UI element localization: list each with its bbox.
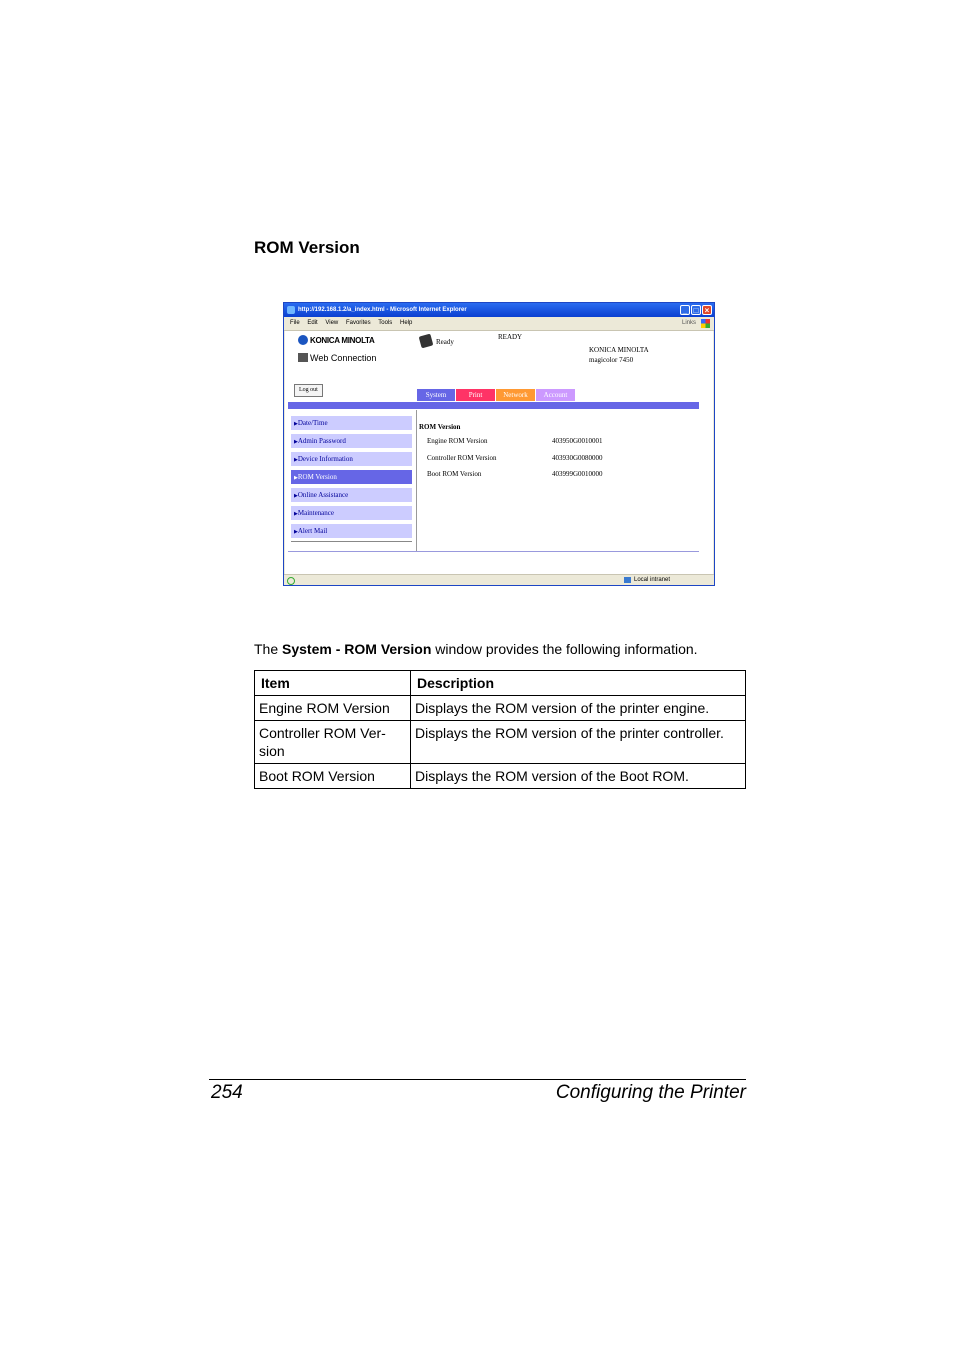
table-header-item: Item	[255, 671, 411, 696]
chapter-title: Configuring the Printer	[555, 1082, 746, 1103]
footer-rule	[209, 1079, 746, 1080]
intranet-zone-icon	[624, 577, 631, 583]
rom-value-controller: 403930G0080000	[552, 454, 603, 462]
table-cell-item: Boot ROM Version	[255, 764, 411, 789]
table-cell-description: Displays the ROM version of the printer controller.	[411, 721, 746, 764]
globe-icon	[298, 335, 308, 345]
rom-label-controller: Controller ROM Version	[427, 454, 497, 462]
menu-view[interactable]: View	[325, 320, 339, 326]
sidebar-item-maintenance[interactable]: ▶Maintenance	[291, 506, 412, 520]
table-row	[255, 764, 746, 789]
menu-favorites[interactable]: Favorites	[345, 320, 371, 326]
tab-account[interactable]: Account	[536, 389, 575, 401]
links-button[interactable]: Links	[681, 320, 696, 326]
close-icon[interactable]: ×	[702, 305, 712, 315]
internet-explorer-icon	[287, 306, 295, 314]
logout-button[interactable]: Log out	[294, 384, 323, 397]
table-cell-description: Displays the ROM version of the Boot ROM.	[411, 764, 746, 789]
sidebar-item-date-time[interactable]: ▶Date/Time	[291, 416, 412, 430]
table-row	[255, 696, 746, 721]
browser-screenshot	[283, 302, 715, 586]
table-row	[255, 721, 746, 764]
panel-divider	[416, 410, 417, 551]
pagescope-logo: Web Connection	[298, 353, 376, 363]
table-cell-item: Engine ROM Version	[255, 696, 411, 721]
menu-file[interactable]: File	[290, 320, 300, 326]
rom-label-engine: Engine ROM Version	[427, 437, 488, 445]
tab-system[interactable]: System	[417, 389, 455, 401]
printer-state: READY	[498, 333, 523, 341]
sidebar-bottom-rule	[291, 541, 412, 542]
table-cell-description: Displays the ROM version of the printer engine.	[411, 696, 746, 721]
browser-titlebar	[284, 303, 714, 317]
tab-network[interactable]: Network	[496, 389, 535, 401]
panel-title: ROM Version	[419, 423, 461, 431]
page-done-icon	[287, 577, 295, 585]
table-cell-item: Controller ROM Ver- sion	[255, 721, 411, 764]
web-page	[285, 331, 713, 574]
maximize-icon[interactable]: □	[691, 305, 701, 315]
table-header-row	[255, 671, 746, 696]
section-heading: ROM Version	[254, 238, 360, 257]
page-number: 254	[211, 1082, 243, 1103]
security-zone: Local intranet	[634, 577, 671, 583]
footer-divider	[288, 551, 699, 552]
printer-status: Ready	[436, 338, 454, 346]
printer-icon	[419, 334, 434, 349]
info-table	[254, 670, 746, 789]
menu-help[interactable]: Help	[399, 320, 413, 326]
printer-model: magicolor 7450	[589, 356, 634, 364]
menu-tools[interactable]: Tools	[378, 320, 393, 326]
minimize-icon[interactable]: _	[680, 305, 690, 315]
rom-label-boot: Boot ROM Version	[427, 470, 482, 478]
browser-statusbar	[284, 574, 714, 586]
intro-bold: System - ROM Version	[282, 641, 432, 657]
rom-value-boot: 403999G0010000	[552, 470, 603, 478]
rom-value-engine: 403950G0010001	[552, 437, 603, 445]
sidebar-item-device-information[interactable]: ▶Device Information	[291, 452, 412, 466]
table-header-description: Description	[411, 671, 746, 696]
intro-paragraph: The System - ROM Version window provides the following information.	[254, 641, 698, 657]
browser-title: http://192.168.1.2/a_index.html - Microsoft Internet Explorer	[298, 307, 467, 313]
sidebar-item-admin-password[interactable]: ▶Admin Password	[291, 434, 412, 448]
sidebar-item-rom-version[interactable]: ▶ROM Version	[291, 470, 412, 484]
header-divider	[288, 402, 699, 409]
tab-print[interactable]: Print	[456, 389, 495, 401]
sidebar-item-alert-mail[interactable]: ▶Alert Mail	[291, 524, 412, 538]
konica-minolta-logo: KONICA MINOLTA	[298, 335, 375, 345]
brand-name: KONICA MINOLTA	[589, 346, 649, 354]
browser-menubar	[284, 317, 714, 331]
menu-edit[interactable]: Edit	[307, 320, 318, 326]
pagescope-icon	[298, 353, 308, 362]
windows-logo-icon	[701, 319, 710, 328]
sidebar-item-online-assistance[interactable]: ▶Online Assistance	[291, 488, 412, 502]
